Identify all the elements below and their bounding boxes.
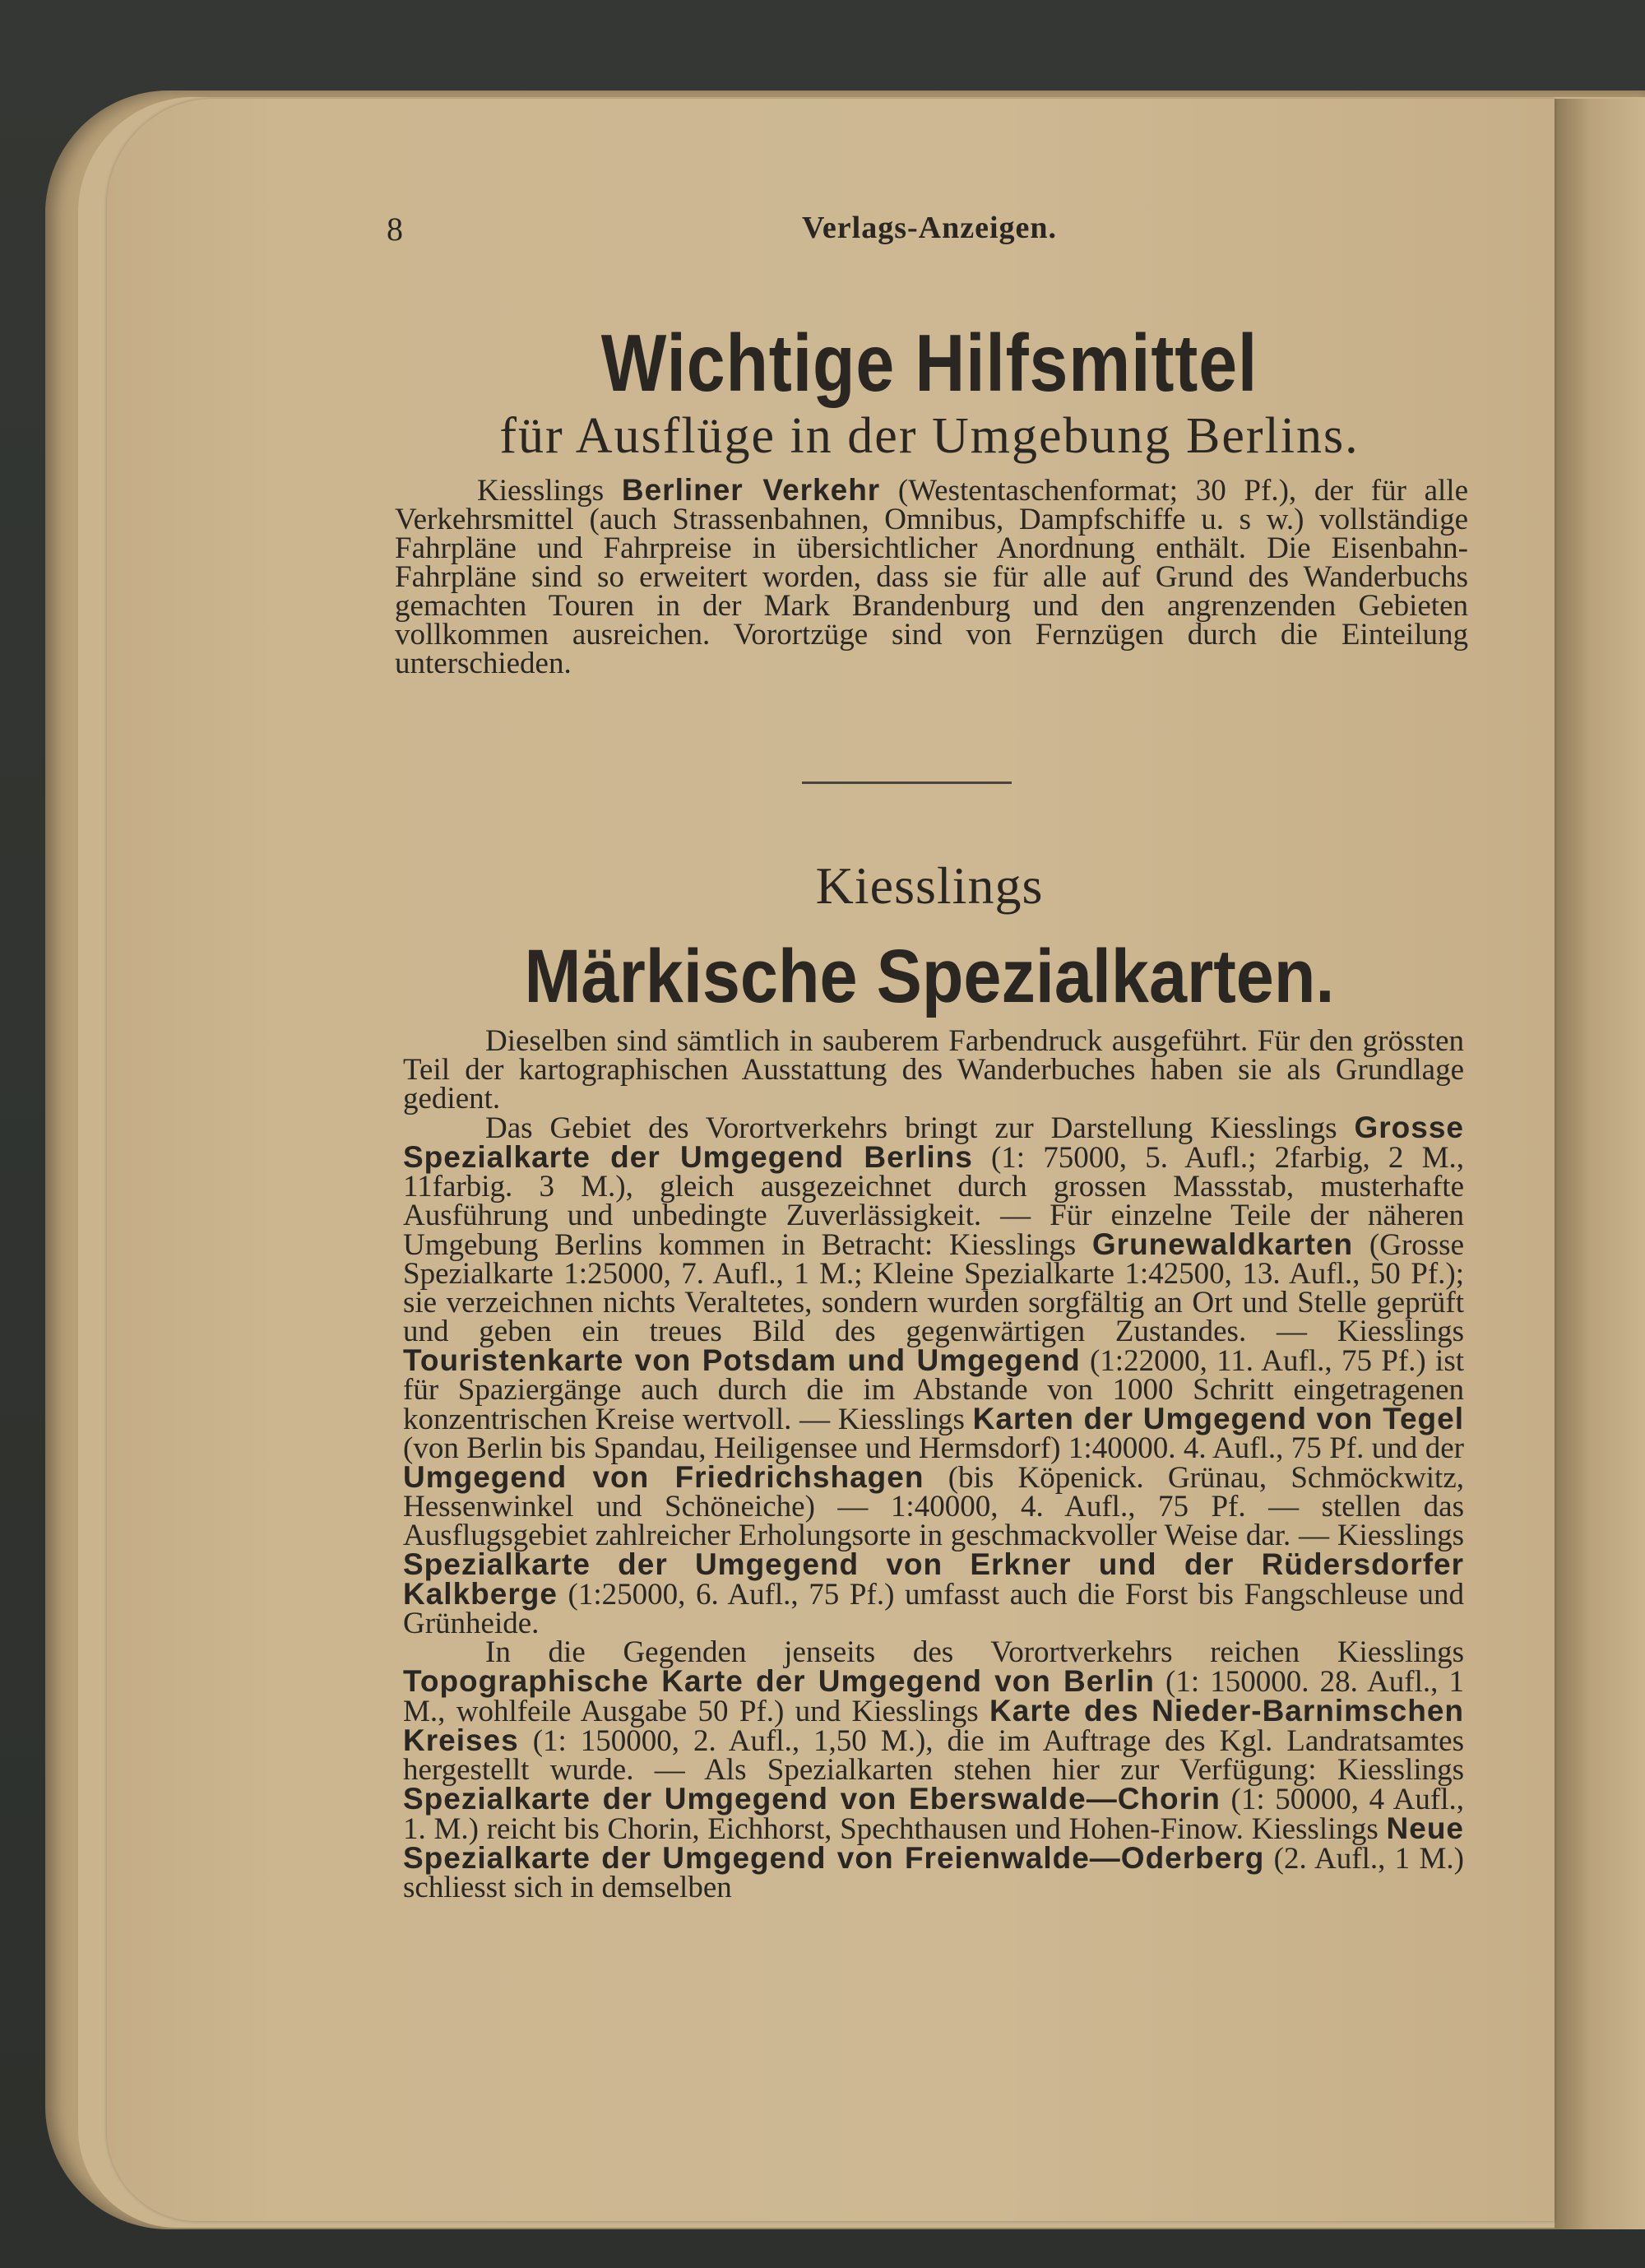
para-text: (von Berlin bis Spandau, Heiligensee und Hermsdorf) 1:40000. 4. Aufl., 75 Pf. und der (403, 1431, 1464, 1465)
page-number: 8 (387, 211, 403, 248)
para-bold-title: Berliner Verkehr (621, 473, 881, 507)
map-title: Spezialkarte der Umgegend von Eberswalde—Chorin (403, 1782, 1221, 1816)
section1-title: Wichtige Hilfsmittel (600, 318, 1258, 408)
running-head: Verlags-Anzeigen. (801, 211, 1058, 245)
para-text: (1: 50000, 4 Aufl., 1. M.) reicht bis Chorin, Eichhorst, Spechthausen und Hohen-Finow. Kiesslings (403, 1783, 1464, 1846)
para-text: Das Gebiet des Vorortverkehrs bringt zur Darstellung Kiesslings (485, 1111, 1355, 1145)
para-text: (1:22000, 11. Aufl., 75 Pf.) ist für Spaziergänge auch durch die im Abstande von 1000 Schritt eingetragenen konzentrischen Kreise wertvoll. — Kiesslings (403, 1344, 1465, 1436)
section2-body (403, 1024, 1465, 1904)
map-title: Grosse Spezialkarte der Umgegend Berlins (403, 1111, 1464, 1174)
section-divider (802, 782, 1012, 784)
map-title: Grunewaldkarten (1091, 1227, 1354, 1261)
section2-paragraph-3 (403, 1635, 1464, 1904)
section2-title-small: Kiesslings (815, 856, 1044, 915)
map-title: Karten der Umgegend von Tegel (972, 1402, 1464, 1435)
para-text: (1:25000, 6. Aufl., 75 Pf.) umfasst auch die Forst bis Fangschleuse und Grünheide. (403, 1578, 1464, 1640)
next-page-edge (1555, 99, 1645, 2229)
map-title: Neue Spezialkarte der Umgegend von Freienwalde—Oderberg (403, 1811, 1464, 1875)
para-text: (1: 150000, 2. Aufl., 1,50 M.), die im Auftrage des Kgl. Landratsamtes hergestellt wurde. — Als Spezialkarten stehen hier zur Verfügung: Kiesslings (403, 1724, 1464, 1787)
para-text: (Westentaschenformat; 30 Pf.), der für alle Verkehrsmittel (auch Strassenbahnen, Omnibus, Dampfschiffe u. s w.) vollständige Fahrpläne und Fahrpreise in übersichtlicher Anordnung enthält. Die Eisenbahn-Fahrpläne sind so erweitert worden, dass sie für alle auf Grund des Wanderbuchs gemachten Touren in der Mark Brandenburg und den angrenzenden Gebieten vollkommen ausreichen. Vorortzüge sind von Fernzügen durch die Einteilung unterschieden. (395, 474, 1468, 680)
map-title: Karte des Nieder-Barnimschen Kreises (403, 1694, 1464, 1757)
para-text: (Grosse Spezialkarte 1:25000, 7. Aufl., 1 M.; Kleine Spezialkarte 1:42500, 13. Aufl., 50 Pf.); sie verzeichnen nichts Veraltetes, sondern wurden sorgfältig an Ort und Stelle geprüft und geben ein treues Bild des gegenwärtigen Zustandes. — Kiesslings (403, 1228, 1464, 1348)
section1-paragraph (395, 475, 1468, 678)
section1-subtitle: für Ausflüge in der Umgebung Berlins. (499, 408, 1360, 464)
para-text: Kiesslings (477, 474, 622, 508)
map-title: Umgegend von Friedrichshagen (403, 1460, 924, 1494)
para-text: (2. Aufl., 1 M.) schliesst sich in demselben (403, 1842, 1464, 1904)
map-title: Touristenkarte von Potsdam und Umgegend (403, 1343, 1081, 1377)
para-text: (bis Köpenick. Grünau, Schmöckwitz, Hessenwinkel und Schöneiche) — 1:40000, 4. Aufl., 75 Pf. — stellen das Ausflugsgebiet zahlreicher Erholungsorte in geschmackvoller Weise dar. — Kiesslings (403, 1461, 1465, 1552)
section2-title-big: Märkische Spezialkarten. (524, 935, 1335, 1018)
section2-paragraph-1: Dieselben sind sämtlich in sauberem Farbendruck ausgeführt. Für den grössten Teil der kartographischen Ausstattung des Wanderbuches haben sie als Grundlage gedient. (403, 1024, 1464, 1115)
para-text: (1: 75000, 5. Aufl.; 2farbig, 2 M., 11farbig. 3 M.), gleich ausgezeichnet durch grossen Massstab, musterhafte Ausführung und unbedingte Zuverlässigkeit. — Für einzelne Teile der näheren Umgebung Berlins kommen in Betracht: Kiesslings (403, 1141, 1465, 1262)
section2-paragraph-2 (403, 1113, 1464, 1638)
para-text: (1: 150000. 28. Aufl., 1 M., wohlfeile Ausgabe 50 Pf.) und Kiesslings (403, 1665, 1464, 1728)
page-header (387, 210, 1472, 251)
para-text: In die Gegenden jenseits des Vorortverkehrs reichen Kiesslings (485, 1635, 1464, 1669)
map-title: Spezialkarte der Umgegend von Erkner und der Rüdersdorfer Kalkberge (403, 1547, 1464, 1611)
map-title: Topographische Karte der Umgegend von Berlin (403, 1664, 1155, 1698)
